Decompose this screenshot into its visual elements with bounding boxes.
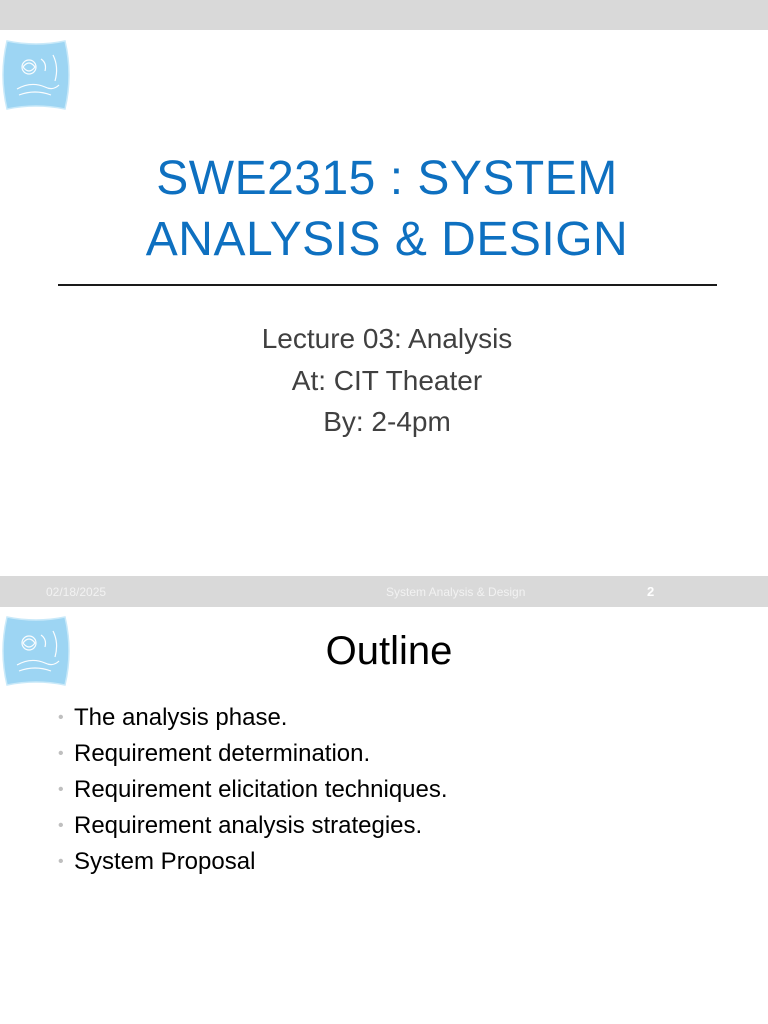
list-item <box>58 736 448 772</box>
slide-subtitle <box>60 318 714 443</box>
list-item-text: The analysis phase. <box>74 704 288 731</box>
title-divider <box>58 284 717 286</box>
bullet-dot-icon: • <box>58 781 64 798</box>
list-item <box>58 772 448 808</box>
list-item-text: Requirement elicitation techniques. <box>74 776 448 803</box>
footer-page-number: 2 <box>647 584 655 599</box>
slide-title <box>60 148 714 270</box>
list-item <box>58 808 448 844</box>
subtitle-lecture: Lecture 03: Analysis <box>261 323 513 354</box>
list-item <box>58 844 448 880</box>
bullet-dot-icon: • <box>58 853 64 870</box>
subtitle-location: At: CIT Theater <box>291 364 483 396</box>
slide-title-line-1: SWE2315 : SYSTEM <box>156 152 618 205</box>
university-crest-logo <box>1 37 71 113</box>
subtitle-time: By: 2-4pm <box>323 406 451 437</box>
bullet-dot-icon: • <box>58 709 64 726</box>
list-item-text: Requirement determination. <box>74 740 371 767</box>
bullet-dot-icon: • <box>58 817 64 834</box>
footer-date: 02/18/2025 <box>46 585 107 599</box>
footer-title: System Analysis & Design <box>386 585 526 599</box>
outline-title: Outline <box>325 629 453 673</box>
list-item-text: System Proposal <box>74 848 256 875</box>
top-band <box>0 0 768 30</box>
list-item <box>58 700 448 736</box>
list-item-text: Requirement analysis strategies. <box>74 812 423 839</box>
bullet-dot-icon: • <box>58 745 64 762</box>
outline-list <box>58 700 448 880</box>
slide-title-line-2: ANALYSIS & DESIGN <box>145 213 629 266</box>
